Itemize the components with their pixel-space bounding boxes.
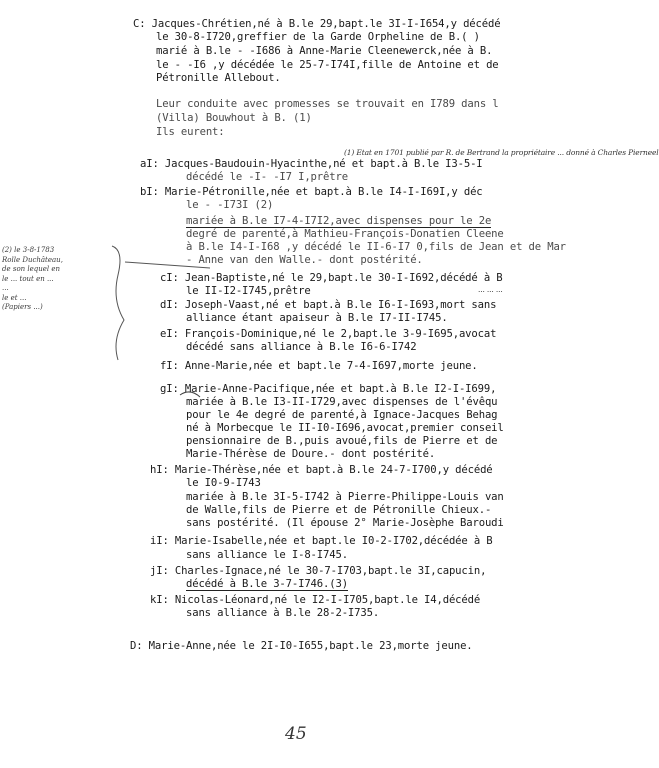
margin-note-line: le ... tout en ... <box>2 274 54 283</box>
line-c-5: Pétronille Allebout. <box>156 72 281 84</box>
line-g1: gI: Marie-Anne-Pacifique,née et bapt.à B.le I2-I-I699, <box>160 383 497 395</box>
line-a1: aI: Jacques-Baudouin-Hyacinthe,né et bapt.à B.le I3-5-I <box>140 158 483 170</box>
page-number: 45 <box>285 724 307 744</box>
line-b1-2: le - -I73I (2) <box>186 199 274 211</box>
line-c-3: marié à B.le - -I686 à Anne-Marie Cleenewerck,née à B. <box>156 45 493 57</box>
line-j1: jI: Charles-Ignace,né le 30-7-I703,bapt.le 3I,capucin, <box>150 565 487 577</box>
line-h1-2: le I0-9-I743 <box>186 477 261 489</box>
line-d1: dI: Joseph-Vaast,né et bapt.à B.le I6-I-I693,mort sans <box>160 299 497 311</box>
line-d1-2: alliance étant apaiseur à B.le I7-II-I745. <box>186 312 448 324</box>
line-g1-3: pour le 4e degré de parenté,à Ignace-Jacques Behag <box>186 409 498 421</box>
line-e1: eI: François-Dominique,né le 2,bapt.le 3-9-I695,avocat <box>160 328 497 340</box>
line-g1-6: Marie-Thérèse de Doure.- dont postérité. <box>186 448 436 460</box>
margin-note-line: (Papiers ...) <box>2 303 43 311</box>
margin-note-line: ... <box>2 284 9 292</box>
line-c-1: C: Jacques-Chrétien,né à B.le 29,bapt.le 3I-I-I654,y décédé <box>133 18 501 30</box>
line-h1-4: de Walle,fils de Pierre et de Pétronille Chieux.- <box>186 504 492 516</box>
line-c-6: Leur conduite avec promesses se trouvait en I789 dans l <box>156 98 499 110</box>
line-d: D: Marie-Anne,née le 2I-I0-I655,bapt.le 23,morte jeune. <box>130 640 473 652</box>
line-j1-2: décédé à B.le 3-7-I746.(3) <box>186 578 348 590</box>
line-k1: kI: Nicolas-Léonard,né le I2-I-I705,bapt.le I4,décédé <box>150 594 481 606</box>
line-b1-6: - Anne van den Walle.- dont postérité. <box>186 254 423 266</box>
line-c1: cI: Jean-Baptiste,né le 29,bapt.le 30-I-I692,décédé à B <box>160 272 503 284</box>
line-f1: fI: Anne-Marie,née et bapt.le 7-4-I697,morte jeune. <box>160 360 478 372</box>
line-c-4: le - -I6 ,y décédée le 25-7-I74I,fille de Antoine et de <box>156 59 499 71</box>
line-h1: hI: Marie-Thérèse,née et bapt.à B.le 24-7-I700,y décédé <box>150 464 493 476</box>
line-a1-2: décédé le -I- -I7 I,prêtre <box>186 171 348 183</box>
line-e1-2: décédé sans alliance à B.le I6-6-I742 <box>186 341 417 353</box>
line-b1-5: à B.le I4-I-I68 ,y décédé le II-6-I7 0,fils de Jean et de Mar <box>186 241 566 253</box>
line-k1-2: sans alliance à B.le 28-2-I735. <box>186 607 380 619</box>
line-c-8: Ils eurent: <box>156 126 225 138</box>
line-c-7: (Villa) Bouwhout à B. (1) <box>156 112 312 124</box>
margin-handwritten-note <box>2 246 110 313</box>
margin-note-line: (2) le 3-8-1783 <box>2 246 55 254</box>
line-i1-2: sans alliance le I-8-I745. <box>186 549 348 561</box>
line-c1-2: le II-I2-I745,prêtre <box>186 285 311 297</box>
line-c-2: le 30-8-I720,greffier de la Garde Orpheline de B.( ) <box>156 31 480 43</box>
line-h1-5: sans postérité. (Il épouse 2° Marie-Josèphe Baroudi <box>186 517 504 529</box>
handwritten-footnote-top: (1) Etat en 1701 publié par R. de Bertrand la propriétaire ... donné à Charles Pierneel <box>344 148 659 157</box>
line-h1-3: mariée à B.le 3I-5-I742 à Pierre-Philippe-Louis van <box>186 491 504 503</box>
margin-note-line: le et ... <box>2 293 27 302</box>
line-b1-3: mariée à B.le I7-4-I7I2,avec dispenses pour le 2e <box>186 215 492 227</box>
line-b1-4: degré de parenté,à Mathieu-François-Donatien Cleene <box>186 228 504 240</box>
margin-note-line: Rolle Duchâteau, <box>2 255 63 264</box>
line-g1-5: pensionnaire de B.,puis avoué,fils de Pierre et de <box>186 435 498 447</box>
margin-note-line: de son lequel en <box>2 265 61 273</box>
handwritten-annotation-c1: ... ... ... <box>478 285 503 294</box>
line-g1-4: né à Morbecque le II-I0-I696,avocat,premier conseil <box>186 422 504 434</box>
line-i1: iI: Marie-Isabelle,née et bapt.le I0-2-I702,décédée à B <box>150 535 493 547</box>
line-b1: bI: Marie-Pétronille,née et bapt.à B.le I4-I-I69I,y déc <box>140 186 483 198</box>
line-g1-2: mariée à B.le I3-II-I729,avec dispenses de l'évêqu <box>186 396 498 408</box>
